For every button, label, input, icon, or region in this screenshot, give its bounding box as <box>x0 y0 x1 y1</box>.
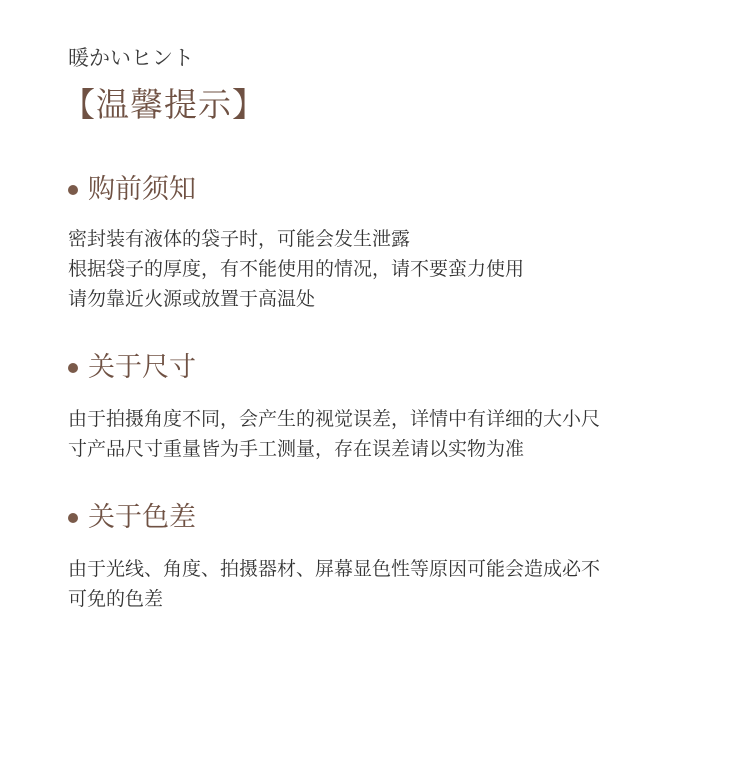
body-line: 寸产品尺寸重量皆为手工测量，存在误差请以实物为准 <box>68 438 525 460</box>
body-line: 由于拍摄角度不同，会产生的视觉误差，详情中有详细的大小尺 <box>68 408 601 430</box>
section-heading-text: 购前须知 <box>88 174 196 205</box>
page-title: 【温馨提示】 <box>62 85 266 124</box>
section-body-size <box>68 404 688 464</box>
section-body-purchase-notes <box>68 224 688 314</box>
bullet-dot-icon <box>68 363 78 373</box>
section-heading-purchase-notes <box>68 172 196 208</box>
body-line: 可免的色差 <box>68 588 164 610</box>
body-line: 密封装有液体的袋子时，可能会发生泄露 <box>68 228 411 250</box>
section-heading-text: 关于尺寸 <box>88 352 196 383</box>
bullet-dot-icon <box>68 513 78 523</box>
section-heading-size <box>68 350 196 386</box>
section-heading-color-difference <box>68 500 196 536</box>
body-line: 根据袋子的厚度，有不能使用的情况，请不要蛮力使用 <box>68 258 525 280</box>
body-line: 请勿靠近火源或放置于高温处 <box>68 288 316 310</box>
japanese-subtitle: 暖かいヒント <box>68 46 194 70</box>
section-heading-text: 关于色差 <box>88 502 196 533</box>
section-body-color-difference <box>68 554 688 614</box>
body-line: 由于光线、角度、拍摄器材、屏幕显色性等原因可能会造成必不 <box>68 558 601 580</box>
bullet-dot-icon <box>68 185 78 195</box>
